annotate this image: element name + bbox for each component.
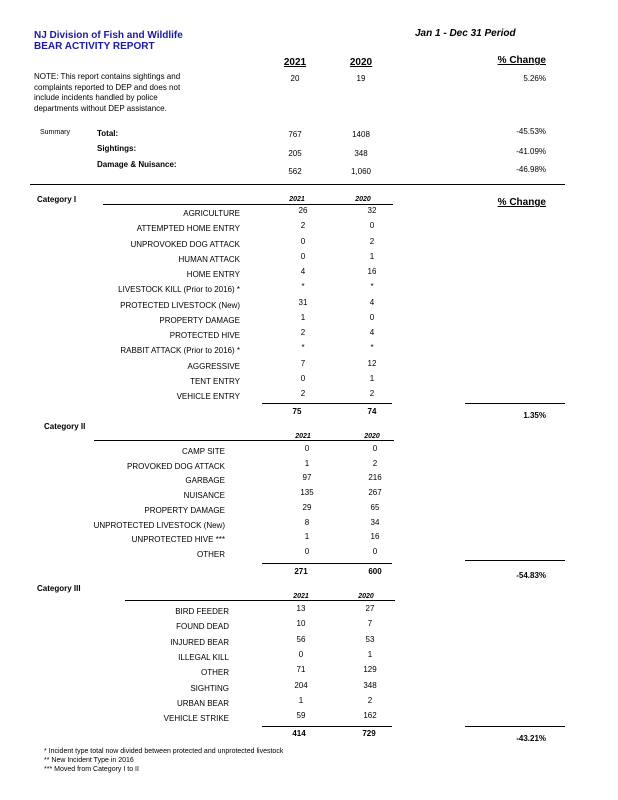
row-value-2020: * [370,282,374,292]
cat1-total-2021: 75 [292,407,302,416]
row-label: CAMP SITE [182,447,225,456]
summary-sightings-pct: -41.09% [516,147,546,156]
row-value-2020: 267 [368,488,382,498]
row-value-2021: 1 [298,695,304,705]
row-value-2020: 2 [369,389,375,398]
note-2021: 20 [290,74,300,83]
row-label: FOUND DEAD [176,622,229,632]
row-label: BIRD FEEDER [175,607,229,616]
row-value-2020: 348 [363,680,377,690]
cat3-col-2020: 2020 [358,593,374,600]
row-label: ILLEGAL KILL [178,652,229,662]
row-label: INJURED BEAR [170,637,229,647]
report-period: Jan 1 - Dec 31 Period [415,28,516,39]
row-label: URBAN BEAR [176,698,229,708]
summary-divider [30,184,565,185]
row-label: UNPROVOKED DOG ATTACK [130,239,240,249]
row-value-2021: 10 [296,619,306,629]
row-value-2021: 56 [296,634,306,644]
row-value-2020: 27 [365,604,375,613]
row-label: LIVESTOCK KILL (Prior to 2016) * [118,285,240,295]
note: NOTE: This report contains sightings and complaints reported to DEP and does not include incidents handled by police departments without DEP assistance. [34,72,181,113]
row-value-2021: 59 [296,711,306,721]
row-value-2020: 1 [367,649,373,659]
summary-total-pct: -45.53% [516,127,546,136]
row-label: AGGRESSIVE [187,361,240,371]
cat1-col-2021: 2021 [289,196,305,203]
row-value-2021: 0 [304,444,310,453]
cat1-pct: 1.35% [523,411,546,420]
summary-total-2020: 1408 [352,130,370,139]
row-value-2021: 2 [300,389,306,398]
row-label: PROVOKED DOG ATTACK [127,461,225,471]
row-value-2020: 7 [367,619,373,629]
cat2-header-rule [94,440,394,441]
row-value-2021: 31 [298,297,308,307]
row-value-2020: 4 [369,297,375,307]
summary-damage-2021: 562 [288,167,302,176]
row-label: PROPERTY DAMAGE [159,315,240,325]
row-value-2020: * [370,343,374,353]
cat2-total-2020: 600 [368,567,382,576]
summary-total-label: Total: [97,129,119,138]
row-label: PROTECTED LIVESTOCK (New) [120,300,240,310]
row-value-2020: 34 [370,517,380,527]
cat1-header-rule [103,204,393,205]
row-label: PROTECTED HIVE [169,331,240,340]
row-label: OTHER [201,668,229,678]
org-name: NJ Division of Fish and Wildlife [34,30,183,41]
row-label: AGRICULTURE [183,209,240,218]
summary-total-2021: 767 [288,130,302,139]
row-value-2020: 0 [369,221,375,231]
row-label: UNPROTECTED HIVE *** [131,535,225,545]
row-value-2020: 0 [372,546,378,556]
row-value-2021: 4 [300,267,306,276]
row-value-2021: 0 [300,236,306,246]
summary-damage-label: Damage & Nuisance: [97,160,177,169]
row-value-2021: 0 [300,251,306,261]
footnote: ** New Incident Type in 2016 [44,757,134,764]
cat3-total-2021: 414 [292,729,306,738]
cat3-col-2021: 2021 [293,593,309,600]
summary-damage-2020: 1,060 [350,167,372,176]
summary-sightings-2020: 348 [354,149,368,158]
cat1-total-2020: 74 [367,407,377,416]
row-label: PROPERTY DAMAGE [144,505,225,515]
row-value-2021: 2 [300,328,306,337]
row-value-2021: 0 [298,649,304,659]
row-value-2020: 2 [372,458,378,468]
note-pct: 5.26% [523,74,546,83]
row-label: UNPROTECTED LIVESTOCK (New) [93,520,225,530]
row-label: HUMAN ATTACK [178,254,240,264]
cat3-pct: -43.21% [516,734,546,743]
footnotes [44,747,283,774]
row-value-2020: 129 [363,665,377,675]
row-value-2020: 216 [368,473,382,483]
footnote: * Incident type total now divided between protected and unprotected livestock [44,748,284,755]
row-label: VEHICLE ENTRY [176,392,240,401]
cat2-total-2021: 271 [294,567,308,576]
row-value-2021: 29 [302,502,312,512]
row-label: NUISANCE [183,491,225,501]
row-label: ATTEMPTED HOME ENTRY [136,224,240,234]
row-value-2020: 162 [363,711,377,721]
row-value-2021: 0 [304,546,310,556]
summary-label: Summary [40,129,70,136]
cat1-title: Category I [37,195,77,204]
row-label: VEHICLE STRIKE [163,714,229,724]
row-value-2021: * [301,282,305,292]
cat3-total-rule [262,726,392,727]
row-label: RABBIT ATTACK (Prior to 2016) * [120,346,240,356]
summary-damage-pct: -46.98% [516,165,546,174]
cat2-col-2021: 2021 [295,433,311,440]
row-value-2021: 71 [296,665,306,675]
note-2020: 19 [356,74,366,83]
row-value-2020: 53 [365,634,375,644]
cat1-pct-heading: % Change [497,197,546,208]
row-value-2021: 204 [294,680,308,690]
row-value-2021: 0 [300,373,306,383]
row-value-2021: 135 [300,488,314,498]
cat2-title: Category II [44,422,86,431]
row-value-2021: 97 [302,473,312,483]
summary-sightings-2021: 205 [288,149,302,158]
row-value-2021: 8 [304,517,310,527]
row-label: GARBAGE [185,476,225,486]
row-value-2021: 2 [300,221,306,231]
summary-sightings-label: Sightings: [97,144,137,153]
cat2-pct-rule [465,560,565,561]
row-value-2020: 12 [367,358,377,368]
row-value-2021: 13 [296,604,306,613]
footnote: *** Moved from Category I to II [44,766,139,773]
row-value-2020: 0 [369,312,375,322]
row-value-2020: 1 [369,373,375,383]
report-title: BEAR ACTIVITY REPORT [34,41,155,52]
row-value-2021: 7 [300,358,306,368]
row-value-2021: 1 [304,458,310,468]
col-2021-heading: 2021 [283,57,307,68]
cat3-title: Category III [37,584,81,593]
cat1-col-2020: 2020 [355,196,371,203]
row-value-2020: 65 [370,502,380,512]
cat3-header-rule [125,600,395,601]
cat2-col-2020: 2020 [364,433,380,440]
row-value-2020: 4 [369,328,375,337]
col-pct-heading: % Change [497,55,546,66]
cat2-pct: -54.83% [516,571,546,580]
row-label: HOME ENTRY [186,270,240,279]
row-value-2020: 2 [367,695,373,705]
cat1-total-rule [262,403,392,404]
row-value-2020: 2 [369,236,375,246]
row-value-2020: 0 [372,444,378,453]
col-2020-heading: 2020 [349,57,373,68]
row-value-2020: 32 [367,206,377,215]
cat1-pct-rule [465,403,565,404]
row-label: OTHER [197,549,225,559]
row-value-2021: * [301,343,305,353]
row-value-2020: 1 [369,251,375,261]
row-value-2020: 16 [370,532,380,542]
row-value-2021: 26 [298,206,308,215]
row-value-2021: 1 [304,532,310,542]
row-value-2020: 16 [367,267,377,276]
cat3-pct-rule [465,726,565,727]
cat2-total-rule [262,563,392,564]
row-label: SIGHTING [190,683,229,693]
cat3-total-2020: 729 [362,729,376,738]
row-label: TENT ENTRY [190,376,240,386]
row-value-2021: 1 [300,312,306,322]
